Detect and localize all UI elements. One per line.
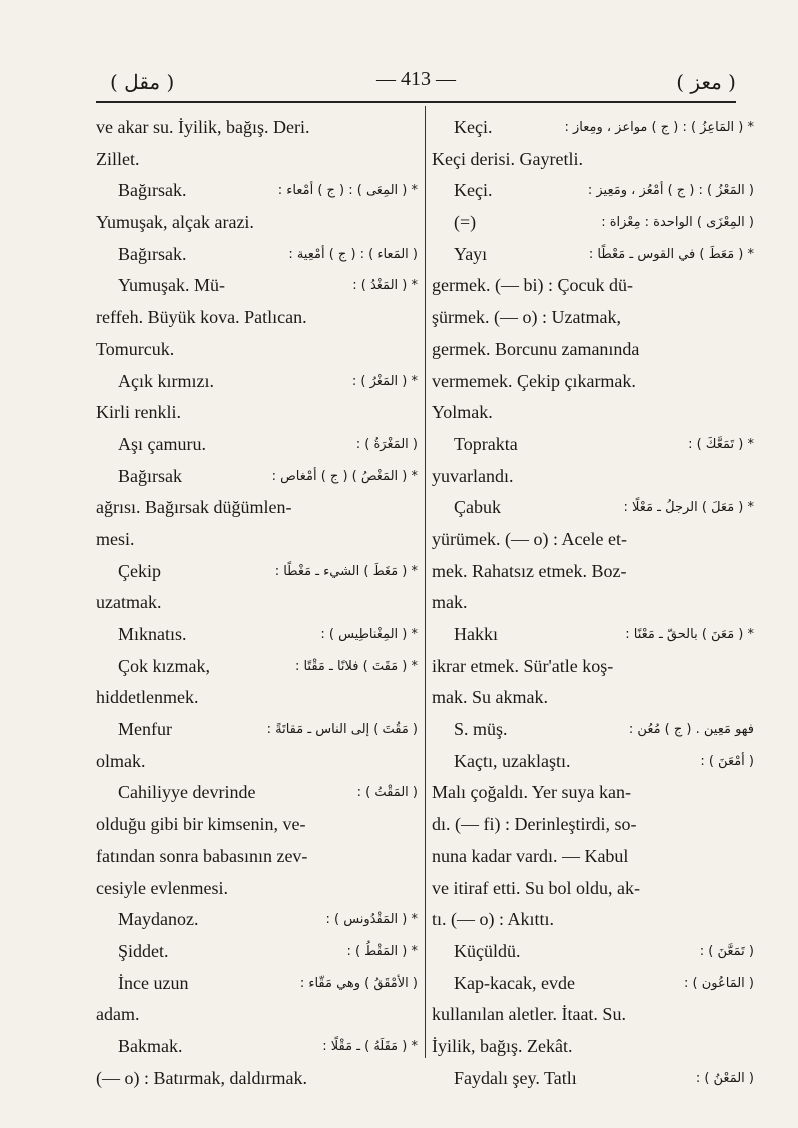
entry-line bbox=[432, 556, 754, 588]
entry-line bbox=[96, 714, 418, 746]
entry-line bbox=[432, 461, 754, 493]
header-left-guide-word: ( مقل ) bbox=[110, 70, 175, 94]
entry-line bbox=[96, 619, 418, 651]
arabic-headword: * ( المَغْرُ ) : bbox=[351, 373, 418, 389]
arabic-headword: * ( المِغْناطِيس ) : bbox=[320, 627, 418, 642]
arabic-headword: * ( المَغْصُ ) ( ج ) أمْغاص : bbox=[271, 468, 418, 484]
entry-text: yürümek. (— o) : Acele et- bbox=[432, 528, 627, 549]
entry-line bbox=[432, 366, 754, 398]
entry-line bbox=[96, 841, 418, 873]
entry-text: Faydalı şey. Tatlı bbox=[454, 1067, 577, 1088]
entry-line bbox=[432, 429, 754, 461]
entry-line bbox=[96, 144, 418, 176]
entry-text: Yumuşak, alçak arazi. bbox=[96, 212, 254, 233]
entry-text: mak. Su akmak. bbox=[432, 687, 548, 708]
entry-text: mek. Rahatsız etmek. Boz- bbox=[432, 560, 627, 581]
entry-line bbox=[96, 175, 418, 207]
entry-line bbox=[96, 1031, 418, 1063]
entry-text: Cahiliyye devrinde bbox=[118, 782, 256, 803]
entry-line bbox=[432, 302, 754, 334]
arabic-headword: ( تَمَعَّنَ ) : bbox=[699, 943, 754, 959]
entry-text: Bağırsak bbox=[118, 465, 182, 486]
arabic-headword: * ( مَغَطَ ) الشيء ـ مَغْطًا : bbox=[274, 563, 418, 579]
entry-line bbox=[432, 175, 754, 207]
entry-line bbox=[432, 524, 754, 556]
entry-text: ve itiraf etti. Su bol oldu, ak- bbox=[432, 877, 640, 898]
entry-text: Yolmak. bbox=[432, 402, 493, 423]
entry-text: reffeh. Büyük kova. Patlıcan. bbox=[96, 307, 307, 328]
entry-line bbox=[96, 587, 418, 619]
entry-text: kullanılan aletler. İtaat. Su. bbox=[432, 1004, 626, 1025]
entry-line bbox=[432, 999, 754, 1031]
entry-line bbox=[432, 587, 754, 619]
entry-text: Malı çoğaldı. Yer suya kan- bbox=[432, 782, 631, 803]
entry-text: İyilik, bağış. Zekât. bbox=[432, 1035, 573, 1056]
entry-line bbox=[96, 556, 418, 588]
entry-line bbox=[432, 714, 754, 746]
entry-text: germek. (— bi) : Çocuk dü- bbox=[432, 275, 633, 296]
entry-text: Hakkı bbox=[454, 624, 498, 644]
entry-line bbox=[96, 492, 418, 524]
entry-line bbox=[432, 777, 754, 809]
entry-line bbox=[432, 619, 754, 651]
entry-text: Çabuk bbox=[454, 497, 501, 518]
entry-line bbox=[432, 1063, 754, 1095]
entry-text: dı. (— fi) : Derinleştirdi, so- bbox=[432, 814, 637, 835]
entry-text: Zillet. bbox=[96, 148, 140, 169]
arabic-headword: ( المَعْزُ ) : ( ج ) أمْعُز ، ومَعِيز : bbox=[587, 183, 754, 199]
arabic-headword: * ( المِعَى ) : ( ج ) أمْعاء : bbox=[277, 183, 418, 199]
entry-line bbox=[432, 809, 754, 841]
entry-line bbox=[432, 746, 754, 778]
entry-text: olmak. bbox=[96, 750, 146, 771]
arabic-headword: ( المِعْزَى ) الواحدة : مِعْزاة : bbox=[601, 215, 754, 231]
entry-text: Aşı çamuru. bbox=[118, 433, 206, 454]
entry-text: cesiyle evlenmesi. bbox=[96, 877, 228, 898]
entry-text: Kaçtı, uzaklaştı. bbox=[454, 750, 571, 771]
entry-line bbox=[432, 492, 754, 524]
entry-line bbox=[432, 397, 754, 429]
arabic-headword: * ( المَقْدُونس ) : bbox=[325, 912, 418, 928]
entry-text: Keçi. bbox=[454, 117, 493, 137]
entry-text: Çok kızmak, bbox=[118, 655, 210, 676]
entry-text: Menfur bbox=[118, 719, 172, 740]
entry-line bbox=[96, 524, 418, 556]
entry-text: mesi. bbox=[96, 528, 135, 549]
entry-line bbox=[432, 334, 754, 366]
entry-line bbox=[432, 112, 754, 144]
header-rule bbox=[96, 101, 736, 103]
entry-text: ağrısı. Bağırsak düğümlen- bbox=[96, 497, 292, 518]
entry-text: Mıknatıs. bbox=[118, 624, 187, 644]
entry-text: (— o) : Batırmak, daldırmak. bbox=[96, 1067, 307, 1088]
entry-line bbox=[96, 207, 418, 239]
arabic-headword: ( مَقُتَ ) إلى الناس ـ مَقاتَةً : bbox=[266, 722, 418, 738]
entry-text: nuna kadar vardı. — Kabul bbox=[432, 845, 629, 866]
column-divider bbox=[425, 106, 426, 1058]
entry-text: Toprakta bbox=[454, 433, 518, 454]
entry-line bbox=[432, 968, 754, 1000]
entry-text: Keçi derisi. Gayretli. bbox=[432, 148, 583, 169]
entry-text: mak. bbox=[432, 592, 468, 613]
entry-text: adam. bbox=[96, 1004, 140, 1025]
entry-text: Maydanoz. bbox=[118, 909, 199, 930]
arabic-headword: * ( مَعَلَ ) الرجلُ ـ مَعْلًا : bbox=[623, 500, 754, 516]
entry-text: şürmek. (— o) : Uzatmak, bbox=[432, 307, 621, 328]
arabic-headword: ( الأمْقَقُ ) وهي مَقّاء : bbox=[299, 975, 418, 991]
entry-line bbox=[96, 746, 418, 778]
arabic-headword: * ( المَاعِزُ ) : ( ج ) مواعز ، ومِعاز : bbox=[564, 120, 754, 135]
entry-line bbox=[432, 936, 754, 968]
entry-text: Küçüldü. bbox=[454, 940, 521, 961]
arabic-headword: ( المَغْرَةُ ) : bbox=[355, 436, 418, 452]
entry-text: Açık kırmızı. bbox=[118, 370, 214, 391]
arabic-headword: * ( مَقَلَهُ ) ـ مَقْلًا : bbox=[322, 1038, 418, 1054]
arabic-headword: * ( المَغْدُ ) : bbox=[352, 278, 418, 294]
page-number: — 413 — bbox=[376, 68, 456, 90]
entry-line bbox=[432, 841, 754, 873]
page-header bbox=[96, 66, 736, 96]
entry-line bbox=[96, 270, 418, 302]
entry-text: Yayı bbox=[454, 243, 488, 264]
entry-line bbox=[96, 461, 418, 493]
entry-text: vermemek. Çekip çıkarmak. bbox=[432, 370, 636, 391]
entry-text: Çekip bbox=[118, 560, 161, 581]
entry-line bbox=[432, 239, 754, 271]
arabic-headword: فهو مَعِين . ( ج ) مُعُن : bbox=[628, 722, 754, 738]
entry-line bbox=[432, 651, 754, 683]
entry-line bbox=[96, 397, 418, 429]
header-right-guide-word: ( معز ) bbox=[676, 70, 736, 94]
entry-line bbox=[96, 429, 418, 461]
entry-text: S. müş. bbox=[454, 719, 508, 740]
entry-line bbox=[432, 873, 754, 905]
arabic-headword: ( المَعاء ) : ( ج ) أمْعِية : bbox=[288, 246, 418, 262]
entry-line bbox=[96, 1063, 418, 1095]
entry-line bbox=[96, 873, 418, 905]
entry-text: olduğu gibi bir kimsenin, ve- bbox=[96, 814, 306, 835]
entry-text: ikrar etmek. Sür'atle koş- bbox=[432, 655, 614, 676]
entry-line bbox=[432, 270, 754, 302]
entry-text: Bağırsak. bbox=[118, 180, 187, 201]
entry-line bbox=[96, 334, 418, 366]
entry-text: germek. Borcunu zamanında bbox=[432, 338, 640, 359]
entry-line bbox=[432, 1031, 754, 1063]
entry-line bbox=[96, 904, 418, 936]
entry-line bbox=[96, 968, 418, 1000]
entry-text: İnce uzun bbox=[118, 972, 189, 993]
entry-text: (=) bbox=[454, 212, 477, 233]
entry-text: tı. (— o) : Akıttı. bbox=[432, 909, 555, 930]
entry-line bbox=[432, 904, 754, 936]
entry-line bbox=[432, 682, 754, 714]
entry-text: Keçi. bbox=[454, 180, 493, 201]
entry-text: Tomurcuk. bbox=[96, 338, 175, 359]
arabic-headword: * ( مَعَنَ ) بالحقّ ـ مَعْنًا : bbox=[625, 627, 754, 642]
entry-line bbox=[96, 239, 418, 271]
arabic-headword: * ( تَمَعَّكَ ) : bbox=[688, 436, 754, 452]
entry-line bbox=[432, 144, 754, 176]
entry-text: Kirli renkli. bbox=[96, 402, 181, 423]
right-column bbox=[432, 112, 754, 1094]
entry-text: Bağırsak. bbox=[118, 243, 187, 264]
arabic-headword: ( المَاعُون ) : bbox=[684, 975, 754, 991]
entry-line bbox=[96, 777, 418, 809]
arabic-headword: * ( المَقْطُ ) : bbox=[346, 943, 418, 959]
entry-line bbox=[96, 366, 418, 398]
entry-line bbox=[96, 936, 418, 968]
arabic-headword: ( المَعْنُ ) : bbox=[695, 1070, 754, 1086]
arabic-headword: ( أمْعَنَ ) : bbox=[700, 753, 754, 769]
entry-line bbox=[96, 651, 418, 683]
entry-text: hiddetlenmek. bbox=[96, 687, 199, 708]
entry-text: Yumuşak. Mü- bbox=[118, 275, 225, 296]
entry-text: Bakmak. bbox=[118, 1035, 183, 1056]
entry-text: Kap-kacak, evde bbox=[454, 972, 575, 993]
entry-text: Şiddet. bbox=[118, 940, 169, 961]
entry-line bbox=[96, 302, 418, 334]
entry-text: uzatmak. bbox=[96, 592, 162, 613]
entry-line bbox=[96, 112, 418, 144]
entry-line bbox=[96, 682, 418, 714]
entry-line bbox=[96, 809, 418, 841]
arabic-headword: * ( مَعَطَ ) في القوس ـ مَعْطًا : bbox=[588, 246, 754, 262]
entry-line bbox=[432, 207, 754, 239]
entry-text: fatından sonra babasının zev- bbox=[96, 845, 308, 866]
left-column bbox=[96, 112, 418, 1094]
arabic-headword: ( المَقْتُ ) : bbox=[356, 785, 418, 801]
entry-text: ve akar su. İyilik, bağış. Deri. bbox=[96, 117, 310, 137]
entry-text: yuvarlandı. bbox=[432, 465, 514, 486]
arabic-headword: * ( مَقَتَ ) فلانًا ـ مَقْتًا : bbox=[294, 658, 418, 674]
entry-line bbox=[96, 999, 418, 1031]
